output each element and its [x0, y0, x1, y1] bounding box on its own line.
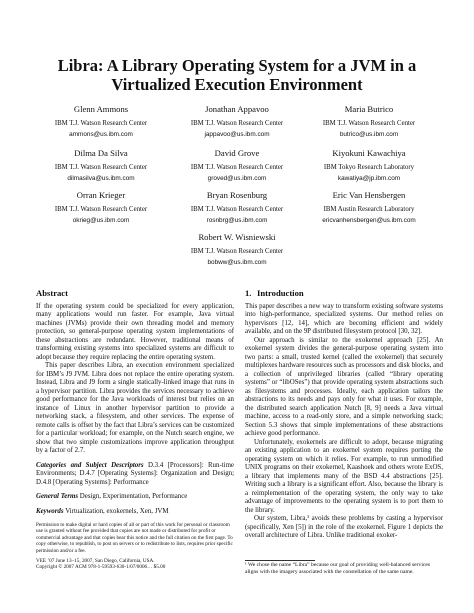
intro-paragraph-3: Unfortunately, exokernels are difficult to adopt, because migrating an existing application to an exokernel system requires porting the operating system on which it relies. For example, to run unmodified UNIX programs on their exokernel, Kaashoek and others wrote ExOS, a library that implements many of the BSD 4.4 abstractions [25]. Writing such a library is a significant effort. Also, because the library is a reimplementation of the operating system, the only way to take advantage of improvements to the operating system is to port them to the library. — [245, 438, 443, 514]
author-name: Jonathan Appavoo — [205, 104, 269, 114]
author-email: jappavoo@us.ibm.com — [204, 131, 270, 138]
author-block — [162, 148, 312, 184]
venue-line: VEE ’07 June 13–15, 2007, San Diego, California, USA. — [36, 558, 155, 565]
intro-paragraph-4: Our system, Libra,¹ avoids these problems by casting a hypervisor (specifically, Xen [5]) in the role of the exokernel. Figure 1 depicts the overall architecture of Libra. Unlike traditional exoker- — [245, 515, 443, 539]
abstract-heading: Abstract — [36, 288, 68, 298]
section-number: 1. — [245, 288, 252, 298]
author-email: okrieg@us.ibm.com — [72, 217, 130, 224]
author-name: Glenn Ammons — [73, 104, 129, 114]
author-name: Maria Butrico — [344, 104, 394, 114]
author-affiliation: IBM T.J. Watson Research Center — [190, 120, 284, 127]
author-block — [26, 148, 176, 184]
author-affiliation: IBM T.J. Watson Research Center — [190, 248, 284, 255]
title-line-1: Libra: A Library Operating System for a JVM in a — [57, 56, 417, 75]
author-block — [26, 104, 176, 140]
author-name: Eric Van Hensbergen — [332, 190, 406, 200]
general-terms — [36, 493, 234, 502]
left-column — [36, 289, 234, 516]
categories-label: Categories and Subject Descriptors — [36, 461, 144, 469]
permission-text: Permission to make digital or hard copies of all or part of this work for personal or classroom use is granted without fee provided that copies are not made or distributed for profit or commercial advantage and that copies bear this notice and the full citation on the first page. To copy otherwise, to republish, to post on servers or to redistribute to lists, requires prior specific permission and/or a fee. — [36, 522, 233, 554]
author-affiliation: IBM T.J. Watson Research Center — [322, 120, 416, 127]
author-affiliation: IBM T.J. Watson Research Center — [54, 120, 148, 127]
keywords — [36, 508, 234, 517]
general-terms-text: Design, Experimentation, Performance — [79, 493, 188, 500]
right-column — [245, 289, 443, 541]
categories — [36, 462, 234, 488]
author-affiliation: IBM T.J. Watson Research Center — [190, 206, 284, 213]
author-block — [294, 104, 444, 140]
paper-title — [0, 56, 474, 94]
author-name: Bryan Rosenburg — [206, 190, 268, 200]
author-block — [162, 190, 312, 226]
author-affiliation: IBM Austin Research Laboratory — [323, 206, 415, 213]
author-email: butrico@us.ibm.com — [339, 131, 399, 138]
author-block — [26, 190, 176, 226]
author-email: ericvanhensbergen@us.ibm.com — [322, 217, 416, 224]
author-affiliation: IBM Tokyo Research Laboratory — [323, 164, 415, 171]
author-block — [294, 190, 444, 226]
copyright-line: Copyright © 2007 ACM 978-1-59593-630-1/07/0006… $5.00 — [36, 564, 166, 571]
author-block — [162, 104, 312, 140]
section-title: Introduction — [257, 288, 304, 298]
keywords-text: Virtualization, exokernels, Xen, JVM — [65, 507, 169, 515]
abstract-paragraph-2: This paper describes Libra, an execution environment specialized for IBM’s J9 JVM. Libra does not replace the entire operating system. Instead, Libra and J9 form a single statically-linked image that runs in a hypervisor partition. Libra provides the services necessary to achieve good performance for the Java workloads of interest but relies on an instance of Linux in another hypervisor partition to provide a networking stack, a filesystem, and other services. The expense of remote calls is offset by the fact that Libra’s services can be customized for a particular workload; for example, on the Nutch search engine, we show that two simple customizations improve application throughput by a factor of 2.7. — [36, 362, 234, 454]
title-line-2: Virtualized Execution Environment — [111, 75, 363, 94]
author-name: Orran Krieger — [76, 190, 126, 200]
footnote: ¹ We chose the name “Libra” because our goal of providing well-balanced services aligns with the imagery associated with the constellation of the same name. — [245, 562, 431, 575]
author-name: Kiyokuni Kawachiya — [332, 148, 406, 158]
categories-text: D.3.4 [Processors]: Run-time Environments; D.4.7 [Operating Systems]: Organization and Design; D.4.8 [Operating Systems]: Performance — [36, 461, 234, 486]
permission-notice — [36, 522, 234, 571]
author-affiliation: IBM T.J. Watson Research Center — [54, 206, 148, 213]
author-affiliation: IBM T.J. Watson Research Center — [190, 164, 284, 171]
author-email: dilmasilva@us.ibm.com — [67, 175, 135, 182]
section-heading — [245, 289, 443, 298]
footnote-divider — [245, 560, 315, 561]
general-terms-label: General Terms — [36, 493, 79, 500]
author-name: David Grove — [214, 148, 260, 158]
author-email: bobww@us.ibm.com — [207, 259, 267, 266]
author-block — [294, 148, 444, 184]
author-name: Dilma Da Silva — [74, 148, 128, 158]
intro-paragraph-1: This paper describes a new way to transform existing software systems into high-performance, specialized systems. Our method relies on hypervisors [12, 14], which are becoming efficient and widely available, and on the 9P distributed filesystem protocol [30, 32]. — [245, 302, 443, 335]
author-affiliation: IBM T.J. Watson Research Center — [54, 164, 148, 171]
author-email: ammons@us.ibm.com — [69, 131, 133, 138]
abstract-paragraph-1: If the operating system could be specialized for every application, many applications would run faster. For example, Java virtual machines (JVMs) provide their own threading model and memory protection, so general-purpose operating system implementations of these abstractions are redundant. However, traditional means of transforming existing systems into specialized systems are difficult to adopt because they require replacing the entire operating system. — [36, 302, 234, 361]
author-name: Robert W. Wisniewski — [198, 232, 276, 242]
author-email: rosnbrg@us.ibm.com — [206, 217, 268, 224]
keywords-label: Keywords — [36, 507, 64, 515]
intro-paragraph-2: Our approach is similar to the exokernel approach [25]. An exokernel system divides the general-purpose operating system into two parts: a small, trusted kernel (called the exokernel) that securely multiplexes hardware resources such as processors and disk blocks, and a collection of unprivileged libraries (called “library operating systems” or “libOSes”) that provide operating system abstractions such as filesystems and processes. Ideally, each application tailors the abstractions to its needs and pays only for what it uses. For example, the distributed search application Nutch [8, 9] needs a Java virtual machine, access to a read-only store, and a simple networking stack; Section 5.3 shows that simple implementations of these abstractions achieve good performance. — [245, 336, 443, 437]
author-block — [162, 232, 312, 268]
author-email: groved@us.ibm.com — [207, 175, 267, 182]
author-email: kawatiya@jp.ibm.com — [337, 175, 401, 182]
